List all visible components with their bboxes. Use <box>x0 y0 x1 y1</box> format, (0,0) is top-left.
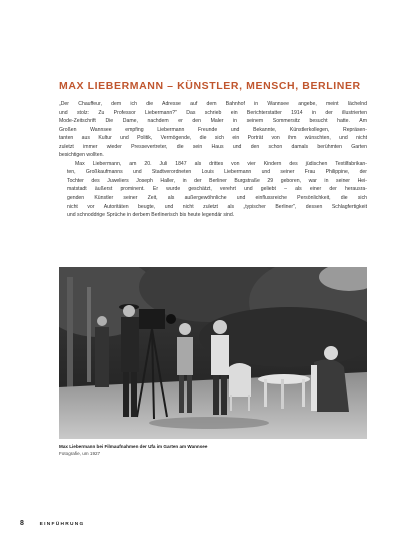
page-number: 8 <box>20 520 24 527</box>
paragraph-line: ten, Großkaufmanns und Stadtverordneten Louis Liebermann und seiner Frau Philippine, der <box>67 169 367 176</box>
paragraph-2 <box>59 160 367 220</box>
paragraph-line: Max Liebermann, am 20. Juli 1847 als drittes von vier Kindern des jüdischen Textilfabrikan- <box>75 160 367 167</box>
page-footer <box>20 520 85 527</box>
body-text <box>59 100 367 220</box>
paragraph-line: Großen Wannsee empfing Liebermann Freunde und Bekannte, Künstlerkollegen, Repräsen- <box>59 126 367 133</box>
paragraph-line: matstadt äußerst prominent. Er wurde geschätzt, verehrt und geliebt – als einer der herausra- <box>67 186 367 193</box>
paragraph-line: „Der Chauffeur, dem ich die Adresse auf dem Bahnhof in Wannsee angebe, meint lächelnd <box>59 101 367 107</box>
photo-caption <box>59 443 359 457</box>
page-heading: MAX LIEBERMANN – KÜNSTLER, MENSCH, BERLINER <box>59 80 361 92</box>
paragraph-line: und stolz: Zu Professor Liebermann?" Das schrieb ein Berichterstatter 1914 in der illustrierten <box>59 109 367 116</box>
paragraph-line: Tochter des Juweliers Joseph Haller, in der Berliner Burgstraße 29 geboren, war in seiner Hei- <box>67 177 367 184</box>
paragraph-line: nicht vor Autoritäten beugte, und nicht zuletzt als „typischer Berliner", dessen Schlagfertigkeit <box>67 203 367 210</box>
caption-subtitle: Fotografie, um 1927 <box>59 451 101 456</box>
paragraph-line: genden Künstler seiner Zeit, als außergewöhnliche und einflussreiche Persönlichkeit, die sich <box>67 195 367 202</box>
paragraph-line: zuletzt immer wieder Pressevertreter, die sein Haus und den schon damals berühmten Garten <box>59 143 367 150</box>
paragraph-line: besichtigen wollten. <box>59 152 104 159</box>
paragraph-line: und schnoddrige Sprüche in derbem Berlinerisch bis heute legendär sind. <box>67 212 235 219</box>
caption-title: Max Liebermann bei Filmaufnahmen der Ufa im Garten am Wannsee <box>59 444 208 449</box>
chapter-label: EINFÜHRUNG <box>39 522 85 527</box>
historical-photograph <box>59 267 367 439</box>
paragraph-line: tanten aus Kultur und Politik, Vermögende, die sich ein Porträt von ihm wünschten, und nicht <box>59 135 367 142</box>
paragraph-1 <box>59 100 367 160</box>
paragraph-line: Mode-Zeitschrift Die Dame, nachdem er den Maler in seinem Sommersitz besucht hatte. Am <box>59 118 367 125</box>
